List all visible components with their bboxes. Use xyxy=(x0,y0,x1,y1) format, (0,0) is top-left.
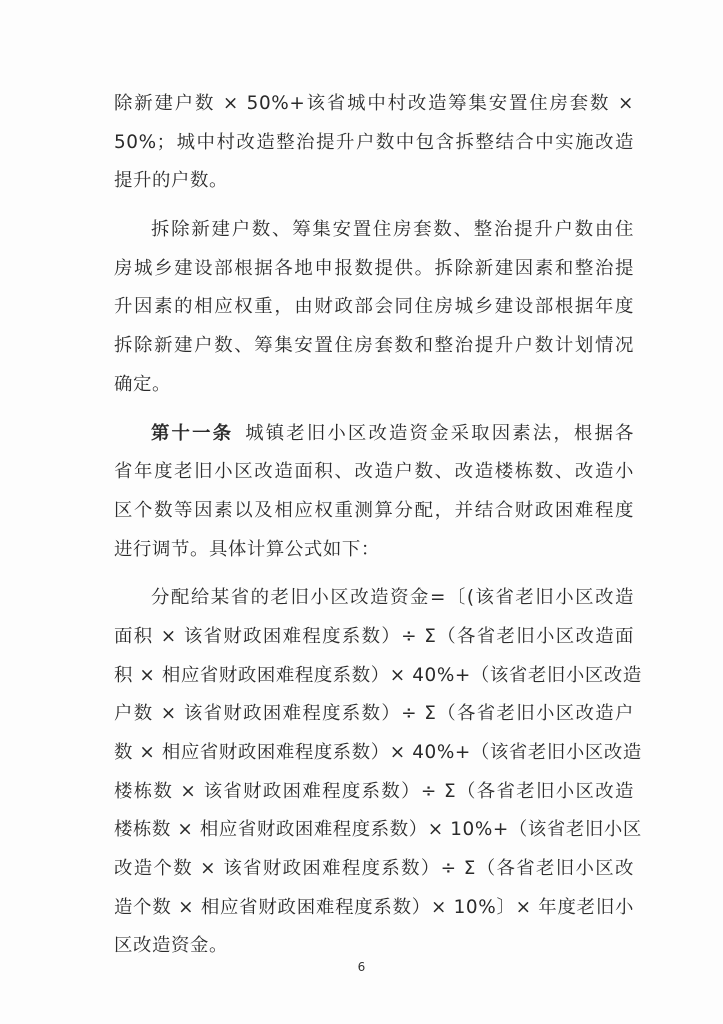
paragraph-gap xyxy=(114,569,634,579)
text-line: 户数 × 该省财政困难程度系数）÷ Σ（各省老旧小区改造户 xyxy=(114,703,634,725)
text-line: 区个数等因素以及相应权重测算分配，并结合财政困难程度 xyxy=(114,499,634,521)
text-line: 分配给某省的老旧小区改造资金=〔(该省老旧小区改造 xyxy=(151,587,634,609)
body-text xyxy=(114,85,642,966)
text-line: 面积 × 该省财政困难程度系数）÷ Σ（各省老旧小区改造面 xyxy=(114,625,634,647)
text-line: 积 × 相应省财政困难程度系数）× 40%+（该省老旧小区改造 xyxy=(114,664,642,686)
text-line: 区改造资金。 xyxy=(114,935,228,957)
text-line: 楼栋数 × 该省财政困难程度系数）÷ Σ（各省老旧小区改造 xyxy=(114,780,634,802)
paragraph-1 xyxy=(114,85,634,201)
text-line: 确定。 xyxy=(114,373,171,395)
text-line: 改造个数 × 该省财政困难程度系数）÷ Σ（各省老旧小区改 xyxy=(114,858,634,880)
paragraph-gap xyxy=(114,405,634,415)
text-line: 拆除新建户数、筹集安置住房套数和整治提升户数计划情况 xyxy=(114,335,634,357)
paragraph-4-formula xyxy=(114,579,642,966)
text-line: 造个数 × 相应省财政困难程度系数）× 10%〕× 年度老旧小 xyxy=(114,896,634,918)
text-line: 拆除新建户数、筹集安置住房套数、整治提升户数由住 xyxy=(151,219,634,241)
text-line: 数 × 相应省财政困难程度系数）× 40%+（该省老旧小区改造 xyxy=(114,742,642,763)
text-line: 提升的户数。 xyxy=(114,170,228,192)
text-line: 楼栋数 × 相应省财政困难程度系数）× 10%+（该省老旧小区 xyxy=(114,819,642,841)
text-span: 城镇老旧小区改造资金采取因素法，根据各 xyxy=(245,422,634,444)
text-line: 进行调节。具体计算公式如下： xyxy=(114,538,380,560)
text-line: 省年度老旧小区改造面积、改造户数、改造楼栋数、改造小 xyxy=(114,461,634,483)
text-line: 50%；城中村改造整治提升户数中包含拆整结合中实施改造 xyxy=(114,131,634,153)
text-line: 除新建户数 × 50%+该省城中村改造筹集安置住房套数 × xyxy=(114,93,634,114)
text-line xyxy=(114,415,634,454)
article-heading: 第十一条 xyxy=(151,422,234,444)
text-line: 升因素的相应权重，由财政部会同住房城乡建设部根据年度 xyxy=(114,296,634,318)
paragraph-2 xyxy=(114,211,634,404)
text-line: 房城乡建设部根据各地申报数提供。拆除新建因素和整治提 xyxy=(114,257,634,279)
page-number: 6 xyxy=(357,960,366,974)
paragraph-3-article-11 xyxy=(114,415,634,570)
paragraph-gap xyxy=(114,201,634,211)
